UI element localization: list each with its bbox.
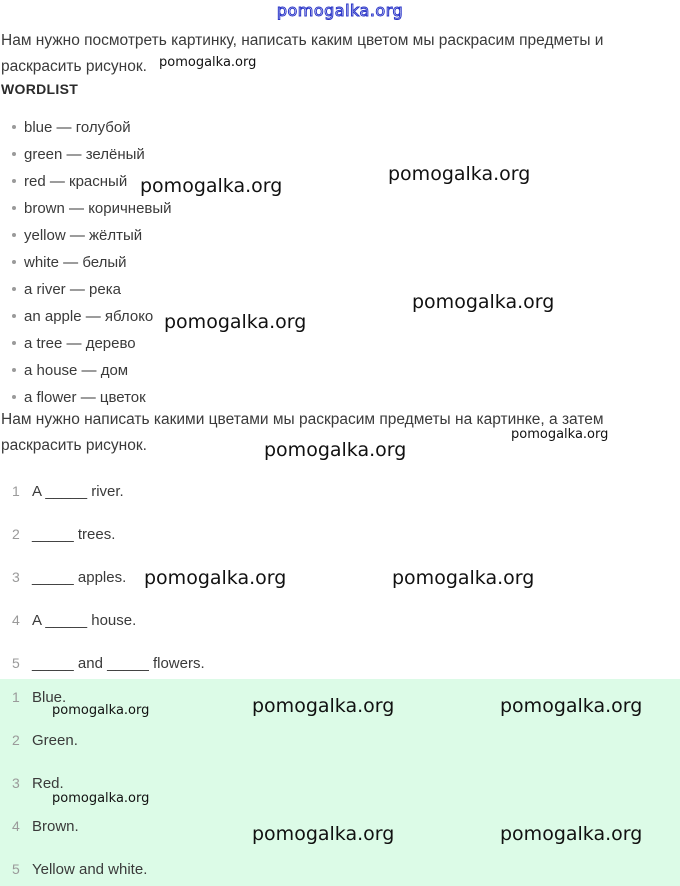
item-number: 4 <box>12 818 20 834</box>
answer-item: 4 Brown. <box>12 815 79 837</box>
exercise-item: 4 A _____ house. <box>12 609 136 631</box>
bullet-icon <box>12 206 16 210</box>
watermark: pomogalka.org <box>52 703 150 718</box>
bullet-icon <box>12 395 16 399</box>
watermark: pomogalka.org <box>252 695 395 717</box>
watermark: pomogalka.org <box>500 695 643 717</box>
bullet-icon <box>12 287 16 291</box>
answer-item: 5 Yellow and white. <box>12 858 147 880</box>
wordlist-item: red — красный <box>12 171 127 193</box>
wordlist-item: a river — река <box>12 279 121 301</box>
item-number: 3 <box>12 775 20 791</box>
item-number: 4 <box>12 612 20 628</box>
intro-text: Нам нужно посмотреть картинку, написать каким цветом мы раскрасим предметы и раскрасить рисунок. <box>1 32 604 75</box>
wordlist-item: a tree — дерево <box>12 333 136 355</box>
exercise-item: 2 _____ trees. <box>12 523 115 545</box>
watermark: pomogalka.org <box>252 823 395 845</box>
bullet-icon <box>12 179 16 183</box>
bullet-icon <box>12 314 16 318</box>
exercise-item: 3 _____ apples. <box>12 566 126 588</box>
wordlist-item: yellow — жёлтый <box>12 225 142 247</box>
answer-item: 1 Blue. <box>12 686 66 708</box>
answer-item: 2 Green. <box>12 729 78 751</box>
item-number: 2 <box>12 526 20 542</box>
watermark: pomogalka.org <box>388 163 531 185</box>
watermark: pomogalka.org <box>144 567 287 589</box>
item-number: 2 <box>12 732 20 748</box>
watermark: pomogalka.org <box>140 175 283 197</box>
bullet-icon <box>12 260 16 264</box>
wordlist-item: brown — коричневый <box>12 198 172 220</box>
task-text: Нам нужно написать какими цветами мы раскрасим предметы на картинке, а затем раскрасить рисунок. <box>1 411 604 454</box>
exercise-item: 1 A _____ river. <box>12 480 124 502</box>
site-logo[interactable]: pomogalka.org <box>276 1 404 20</box>
watermark: pomogalka.org <box>52 791 150 806</box>
watermark: pomogalka.org <box>412 291 555 313</box>
watermark: pomogalka.org <box>164 311 307 333</box>
item-number: 1 <box>12 483 20 499</box>
watermark: pomogalka.org <box>500 823 643 845</box>
wordlist-item: blue — голубой <box>12 117 131 139</box>
item-number: 1 <box>12 689 20 705</box>
bullet-icon <box>12 368 16 372</box>
answer-item: 3 Red. <box>12 772 64 794</box>
wordlist-item: a house — дом <box>12 360 128 382</box>
item-number: 5 <box>12 655 20 671</box>
watermark: pomogalka.org <box>159 55 257 70</box>
watermark: pomogalka.org <box>392 567 535 589</box>
wordlist-item: green — зелёный <box>12 144 145 166</box>
wordlist-title: WORDLIST <box>1 81 79 97</box>
exercise-item: 5 _____ and _____ flowers. <box>12 652 205 674</box>
wordlist-item: a flower — цветок <box>12 387 146 409</box>
bullet-icon <box>12 152 16 156</box>
bullet-icon <box>12 341 16 345</box>
wordlist-item: white — белый <box>12 252 127 274</box>
item-number: 3 <box>12 569 20 585</box>
wordlist-item: an apple — яблоко <box>12 306 153 328</box>
watermark: pomogalka.org <box>511 427 609 442</box>
item-number: 5 <box>12 861 20 877</box>
bullet-icon <box>12 233 16 237</box>
bullet-icon <box>12 125 16 129</box>
watermark: pomogalka.org <box>264 439 407 461</box>
